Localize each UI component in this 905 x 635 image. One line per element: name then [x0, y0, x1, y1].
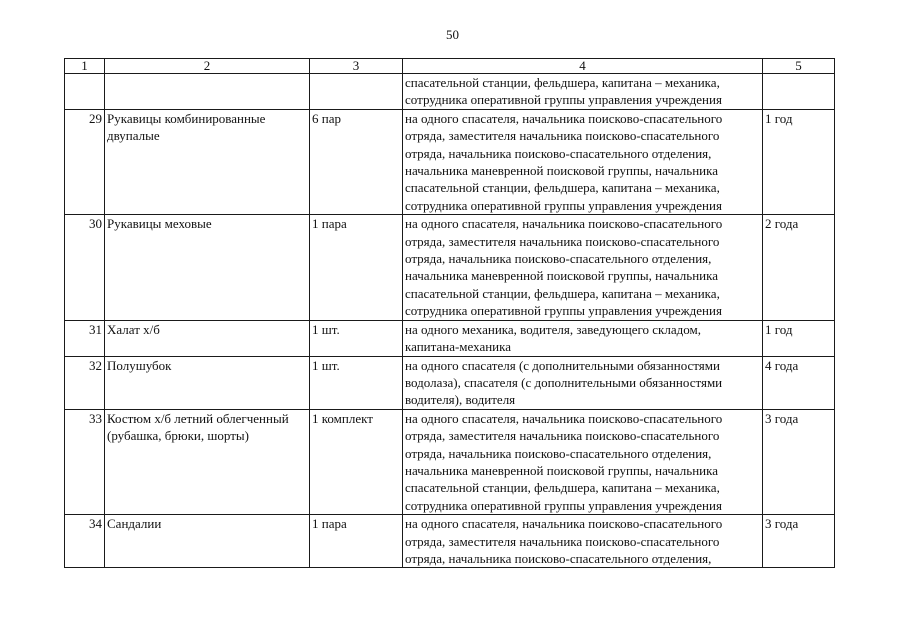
- item-name: Рукавицы комбинированные двупалые: [105, 109, 310, 214]
- table-row: [65, 320, 835, 356]
- row-number: 31: [65, 320, 105, 356]
- column-header-3: 3: [310, 59, 403, 74]
- recipients-line: сотрудника оперативной группы управления учреждения: [405, 92, 722, 108]
- wear-term: 1 год: [763, 320, 835, 356]
- recipients-line: водолаза), спасателя (с дополнительными обязанностями: [405, 374, 723, 390]
- column-header-5: 5: [763, 59, 835, 74]
- wear-term: 4 года: [763, 356, 835, 409]
- table-row: [65, 515, 835, 568]
- wear-term: 3 года: [763, 515, 835, 568]
- item-recipients: [403, 109, 763, 214]
- recipients-line: на одного спасателя (с дополнительными обязанностями: [405, 357, 720, 373]
- row-number: 33: [65, 409, 105, 514]
- recipients-line: начальника маневренной поисковой группы, начальника: [405, 268, 719, 284]
- item-name: [105, 74, 310, 110]
- recipients-line: спасательной станции, фельдшера, капитана – механика,: [405, 480, 720, 496]
- table-body: [65, 74, 835, 568]
- item-name: Костюм х/б летний облегченный (рубашка, брюки, шорты): [105, 409, 310, 514]
- recipients-line: начальника маневренной поисковой группы, начальника: [405, 462, 719, 478]
- item-quantity: 6 пар: [310, 109, 403, 214]
- wear-term: 3 года: [763, 409, 835, 514]
- recipients-line: спасательной станции, фельдшера, капитана – механика,: [405, 75, 720, 90]
- table-row: [65, 109, 835, 214]
- item-quantity: 1 шт.: [310, 320, 403, 356]
- recipients-line: отряда, заместителя начальника поисково-спасательного: [405, 233, 720, 249]
- item-name: Полушубок: [105, 356, 310, 409]
- recipients-line: отряда, начальника поисково-спасательного отделения,: [405, 145, 712, 161]
- header-row: [65, 59, 835, 74]
- item-quantity: [310, 74, 403, 110]
- recipients-line: отряда, начальника поисково-спасательного отделения,: [405, 445, 712, 461]
- column-header-1: 1: [65, 59, 105, 74]
- wear-term: [763, 74, 835, 110]
- table-row: [65, 356, 835, 409]
- recipients-line: сотрудника оперативной группы управления учреждения: [405, 197, 722, 213]
- table-row: [65, 74, 835, 110]
- clothing-norms-table: [64, 58, 835, 568]
- row-number: 32: [65, 356, 105, 409]
- table-row: [65, 409, 835, 514]
- wear-term: 1 год: [763, 109, 835, 214]
- recipients-line: спасательной станции, фельдшера, капитана – механика,: [405, 285, 720, 301]
- recipients-line: отряда, начальника поисково-спасательного отделения,: [405, 251, 712, 267]
- recipients-line: отряда, заместителя начальника поисково-спасательного: [405, 533, 720, 549]
- recipients-line: на одного спасателя, начальника поисково-спасательного: [405, 110, 723, 126]
- item-recipients: [403, 215, 763, 320]
- row-number: [65, 74, 105, 110]
- item-recipients: [403, 356, 763, 409]
- recipients-line: на одного спасателя, начальника поисково-спасательного: [405, 516, 723, 532]
- row-number: 29: [65, 109, 105, 214]
- recipients-line: отряда, заместителя начальника поисково-спасательного: [405, 128, 720, 144]
- row-number: 34: [65, 515, 105, 568]
- recipients-line: водителя), водителя: [405, 392, 516, 408]
- recipients-line: спасательной станции, фельдшера, капитана – механика,: [405, 180, 720, 196]
- recipients-line: на одного механика, водителя, заведующего складом,: [405, 321, 701, 337]
- column-header-2: 2: [105, 59, 310, 74]
- table-row: [65, 215, 835, 320]
- item-recipients: [403, 320, 763, 356]
- item-quantity: 1 пара: [310, 215, 403, 320]
- item-quantity: 1 комплект: [310, 409, 403, 514]
- recipients-line: капитана-механика: [405, 339, 512, 355]
- recipients-line: на одного спасателя, начальника поисково-спасательного: [405, 410, 723, 426]
- row-number: 30: [65, 215, 105, 320]
- item-name: Рукавицы меховые: [105, 215, 310, 320]
- item-recipients: [403, 515, 763, 568]
- column-header-4: 4: [403, 59, 763, 74]
- recipients-line: сотрудника оперативной группы управления учреждения: [405, 497, 722, 513]
- recipients-line: отряда, начальника поисково-спасательного отделения,: [405, 550, 712, 566]
- item-name: Сандалии: [105, 515, 310, 568]
- item-name: Халат х/б: [105, 320, 310, 356]
- item-quantity: 1 пара: [310, 515, 403, 568]
- item-quantity: 1 шт.: [310, 356, 403, 409]
- item-recipients: [403, 409, 763, 514]
- recipients-line: сотрудника оперативной группы управления учреждения: [405, 303, 722, 319]
- recipients-line: начальника маневренной поисковой группы, начальника: [405, 163, 719, 179]
- item-recipients: [403, 74, 763, 110]
- page-number: 50: [446, 27, 459, 42]
- wear-term: 2 года: [763, 215, 835, 320]
- recipients-line: на одного спасателя, начальника поисково-спасательного: [405, 216, 723, 232]
- recipients-line: отряда, заместителя начальника поисково-спасательного: [405, 428, 720, 444]
